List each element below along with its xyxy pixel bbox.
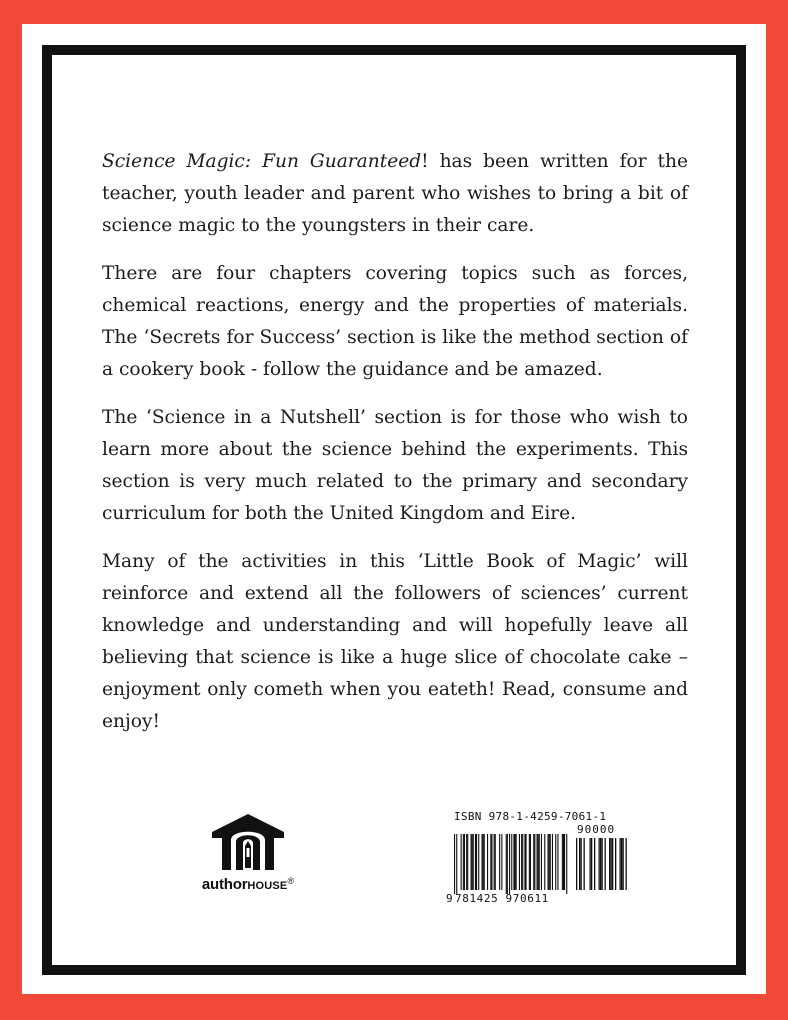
price-code: 90000	[577, 823, 616, 836]
publisher-name: authorHOUSE®	[201, 876, 295, 893]
house-icon	[210, 812, 286, 872]
isbn-label: ISBN 978-1-4259-7061-1	[454, 810, 607, 823]
back-cover-blurb	[102, 146, 688, 754]
barcode-bars	[446, 822, 636, 894]
blurb-paragraph-2: There are four chapters covering topics such as forces, chemical reactions, energy and the properties of materials. The ‘Secrets for Success’ section is like the method section of a cookery book - follow the guidance and be amazed.	[102, 263, 688, 380]
isbn-barcode	[446, 810, 636, 910]
ean-first-digit: 9	[446, 892, 453, 905]
publisher-logo	[188, 812, 308, 898]
blurb-paragraph-1-text: ! has been written for the teacher, youth leader and parent who wishes to bring a bit of science magic to the youngsters in their care.	[102, 151, 688, 236]
blurb-paragraph-3: The ‘Science in a Nutshell’ section is for those who wish to learn more about the science behind the experiments. This section is very much related to the primary and secondary curriculum for both the United Kingdom and Eire.	[102, 407, 688, 524]
blurb-paragraph-4: Many of the activities in this ‘Little Book of Magic’ will reinforce and extend all the followers of sciences’ current knowledge and understanding and will hopefully leave all believing that science is like a huge slice of chocolate cake – enjoyment only cometh when you eateth! Read, consume and enjoy!	[102, 551, 688, 732]
book-title: Science Magic: Fun Guaranteed	[102, 151, 422, 172]
ean-digits: 781425 970611	[455, 892, 549, 905]
blurb-paragraph-1	[102, 146, 688, 242]
